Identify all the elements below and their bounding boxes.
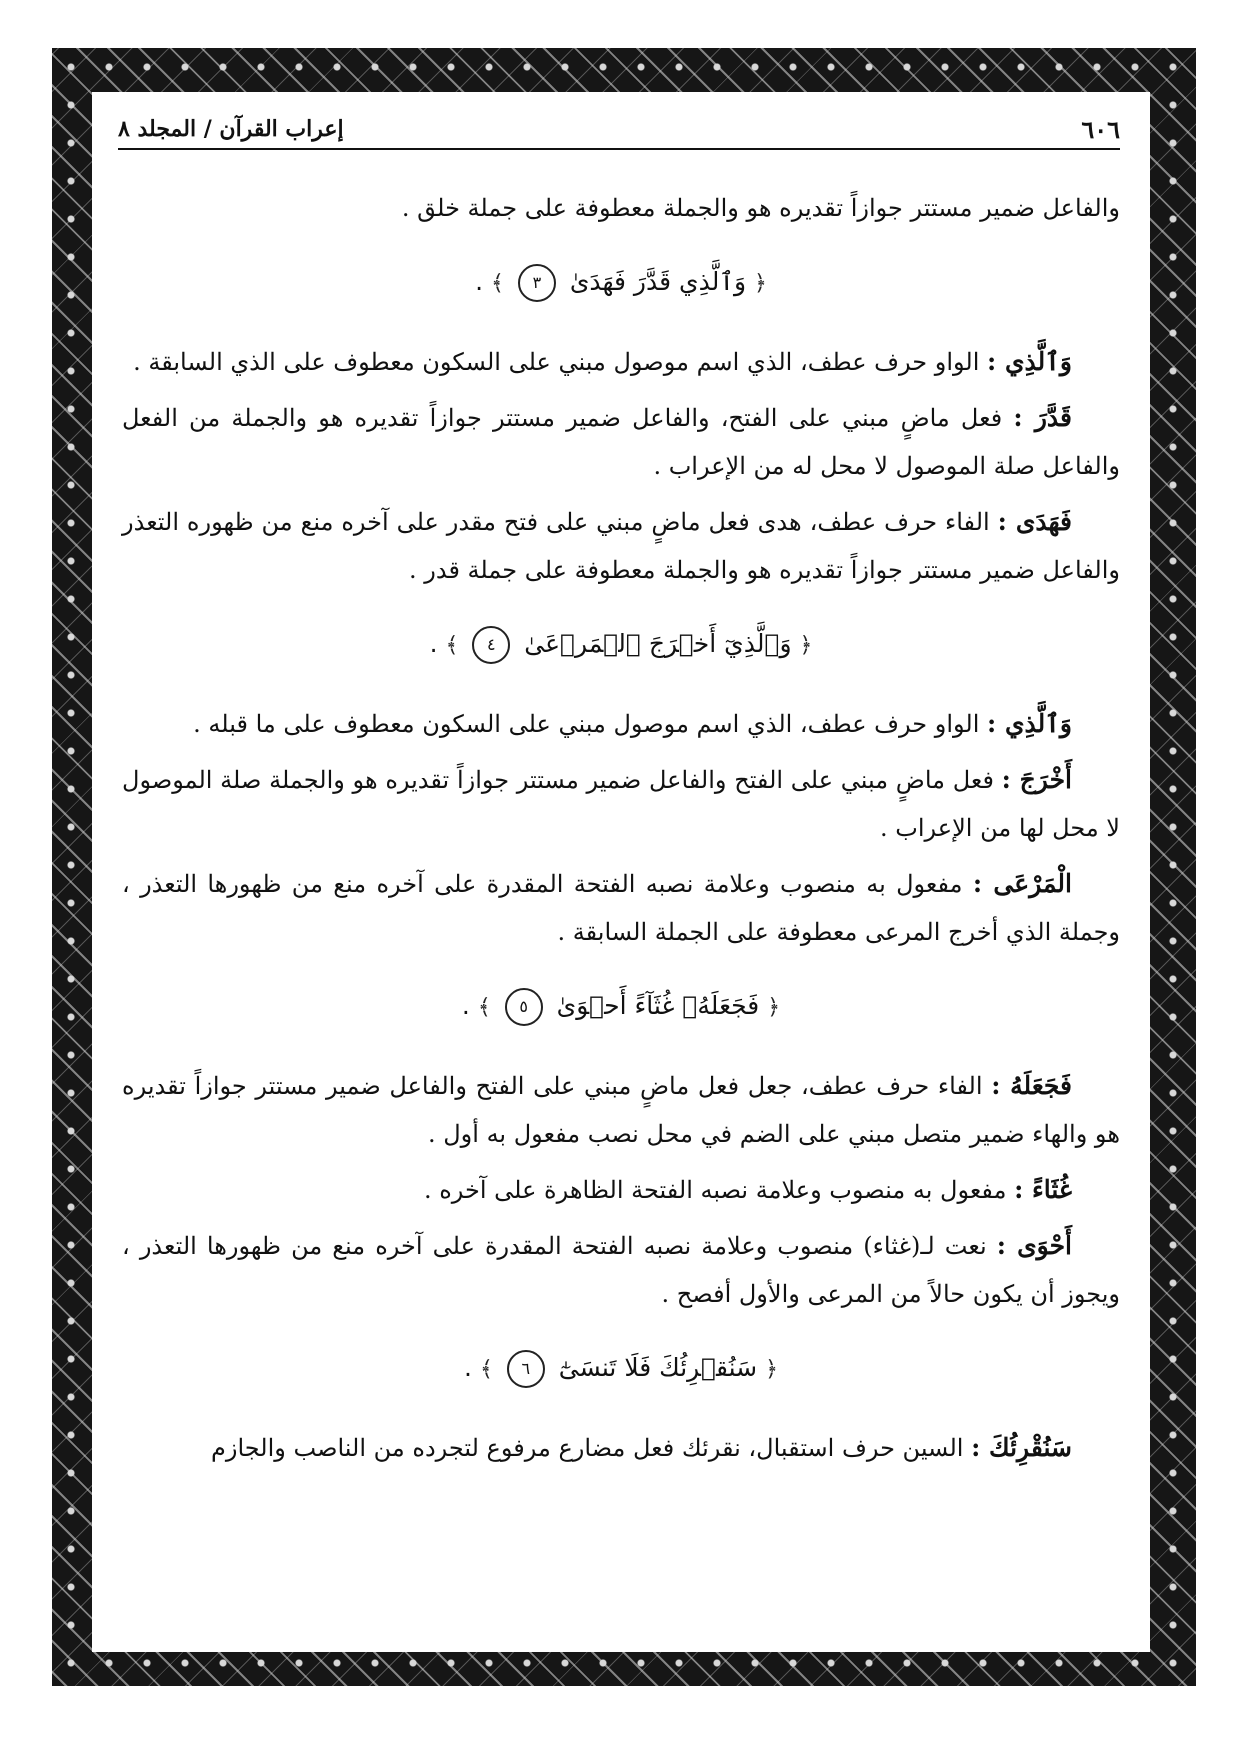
irab-paragraph bbox=[122, 184, 1120, 232]
verse-text: سَنُقۡرِئُكَ فَلَا تَنسَىٰٓ bbox=[558, 1353, 758, 1382]
explanation-text: الواو حرف عطف، الذي اسم موصول مبني على السكون معطوف على ما قبله . bbox=[193, 710, 980, 738]
verse-end-mark: . bbox=[475, 267, 484, 296]
quran-verse bbox=[122, 982, 1120, 1032]
explanation-text: نعت لـ(غثاء) منصوب وعلامة نصبه الفتحة المقدرة على آخره منع من ظهورها التعذر ، ويجوز أن يكون حالاً من المرعى والأول أفصح . bbox=[122, 1232, 1120, 1308]
explanation-text: الفاء حرف عطف، جعل فعل ماضٍ مبني على الفتح والفاعل ضمير مستتر جوازاً تقديره هو والهاء ضمير متصل مبني على الضم في محل نصب مفعول به أول . bbox=[122, 1072, 1120, 1148]
ornate-bracket-close: ﴾ bbox=[479, 1357, 493, 1382]
quran-verse bbox=[122, 258, 1120, 308]
parsed-word: الْمَرْعَى : bbox=[972, 869, 1072, 898]
parsed-word: وَٱلَّذِي : bbox=[987, 709, 1072, 738]
page-number: ٦٠٦ bbox=[1081, 114, 1120, 144]
ornate-bracket-open: ﴿ bbox=[767, 995, 781, 1020]
ornate-bracket-close: ﴾ bbox=[477, 995, 491, 1020]
explanation-text: والفاعل ضمير مستتر جوازاً تقديره هو والجملة معطوفة على جملة خلق . bbox=[401, 194, 1120, 222]
irab-paragraph bbox=[122, 1222, 1120, 1318]
page-content bbox=[122, 184, 1120, 1480]
verse-end-mark: . bbox=[461, 991, 470, 1020]
ornate-bracket-close: ﴾ bbox=[491, 271, 504, 296]
running-header bbox=[118, 110, 1120, 150]
parsed-word: قَدَّرَ : bbox=[1013, 403, 1072, 432]
parsed-word: فَجَعَلَهُ : bbox=[991, 1071, 1072, 1100]
irab-paragraph bbox=[122, 394, 1120, 490]
irab-paragraph bbox=[122, 756, 1120, 852]
explanation-text: الواو حرف عطف، الذي اسم موصول مبني على السكون معطوف على الذي السابقة . bbox=[133, 348, 980, 376]
parsed-word: أَخْرَجَ : bbox=[1001, 765, 1073, 794]
quran-verse bbox=[122, 1344, 1120, 1394]
irab-paragraph bbox=[122, 338, 1120, 386]
explanation-text: فعل ماضٍ مبني على الفتح، والفاعل ضمير مستتر جوازاً تقديره هو والجملة من الفعل والفاعل صلة الموصول لا محل له من الإعراب . bbox=[122, 404, 1120, 480]
explanation-text: الفاء حرف عطف، هدى فعل ماضٍ مبني على فتح مقدر على آخره منع من ظهوره التعذر والفاعل ضمير مستتر جوازاً تقديره هو والجملة معطوفة على جملة قدر . bbox=[122, 508, 1120, 584]
ornate-bracket-close: ﴾ bbox=[445, 633, 459, 658]
verse-number: ٣ bbox=[518, 264, 556, 302]
ornate-bracket-open: ﴿ bbox=[754, 271, 767, 296]
parsed-word: وَٱلَّذِي : bbox=[987, 347, 1072, 376]
explanation-text: مفعول به منصوب وعلامة نصبه الفتحة الظاهرة على آخره . bbox=[423, 1176, 1007, 1204]
irab-paragraph bbox=[122, 1062, 1120, 1158]
irab-paragraph bbox=[122, 860, 1120, 956]
irab-paragraph bbox=[122, 700, 1120, 748]
parsed-word: غُثَاءً : bbox=[1014, 1175, 1072, 1204]
explanation-text: السين حرف استقبال، نقرئك فعل مضارع مرفوع لتجرده من الناصب والجازم bbox=[211, 1434, 964, 1462]
parsed-word: فَهَدَى : bbox=[997, 507, 1072, 536]
irab-paragraph bbox=[122, 1166, 1120, 1214]
verse-end-mark: . bbox=[464, 1353, 472, 1382]
ornate-bracket-open: ﴿ bbox=[799, 633, 813, 658]
parsed-word: سَنُقْرِئُكَ : bbox=[971, 1433, 1072, 1462]
parsed-word: أَحْوَى : bbox=[996, 1231, 1072, 1260]
verse-number: ٦ bbox=[507, 1350, 545, 1388]
book-title: إعراب القرآن / المجلد ٨ bbox=[118, 116, 344, 142]
verse-text: وَٱلَّذِيٓ أَخۡرَجَ ٱلۡمَرۡعَىٰ bbox=[524, 629, 792, 658]
irab-paragraph bbox=[122, 1424, 1120, 1472]
irab-paragraph bbox=[122, 498, 1120, 594]
explanation-text: مفعول به منصوب وعلامة نصبه الفتحة المقدرة على آخره منع من ظهورها التعذر ، وجملة الذي أخرج المرعى معطوفة على الجملة السابقة . bbox=[122, 870, 1120, 946]
verse-text: فَجَعَلَهُۥ غُثَآءً أَحۡوَىٰ bbox=[556, 991, 760, 1020]
verse-end-mark: . bbox=[429, 629, 438, 658]
page bbox=[92, 92, 1150, 1652]
quran-verse bbox=[122, 620, 1120, 670]
explanation-text: فعل ماضٍ مبني على الفتح والفاعل ضمير مستتر جوازاً تقديره هو والجملة صلة الموصول لا محل لها من الإعراب . bbox=[122, 766, 1120, 842]
ornate-bracket-open: ﴿ bbox=[765, 1357, 778, 1382]
verse-number: ٥ bbox=[505, 988, 543, 1026]
verse-number: ٤ bbox=[472, 626, 510, 664]
verse-text: وَٱلَّذِي قَدَّرَ فَهَدَىٰ bbox=[569, 267, 747, 296]
